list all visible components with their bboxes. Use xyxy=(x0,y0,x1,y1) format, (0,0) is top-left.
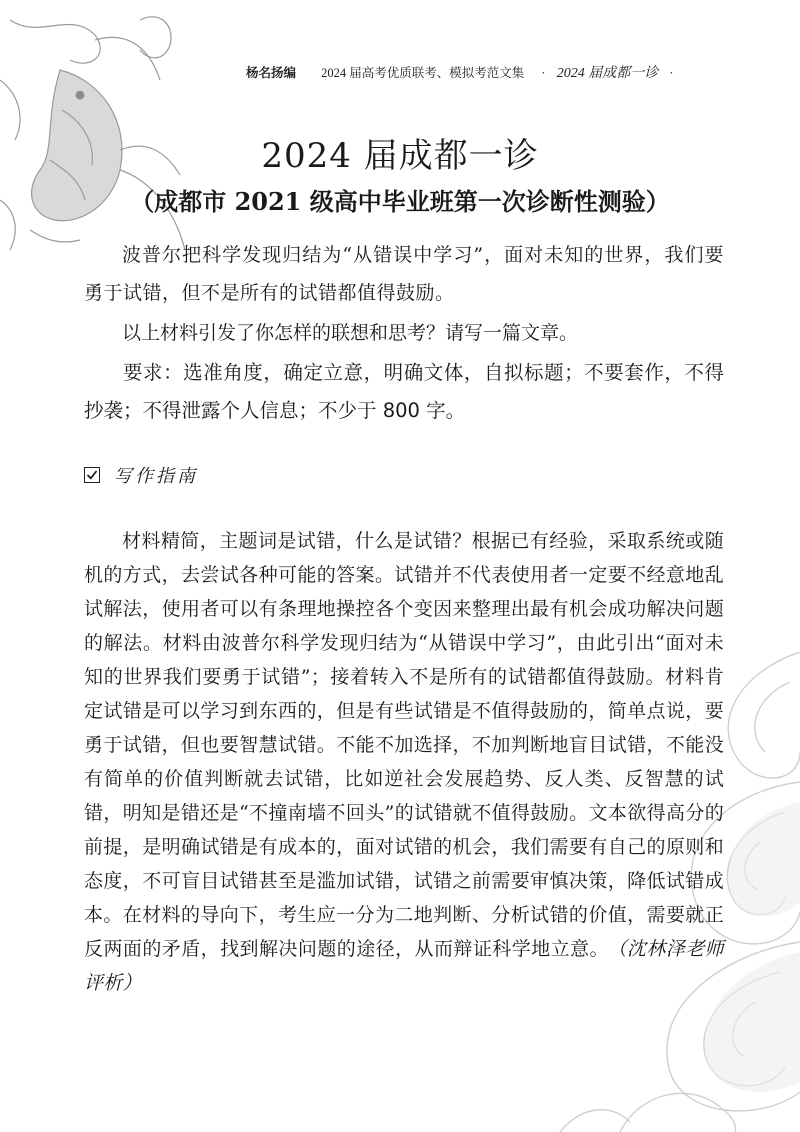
header-editor: 杨名扬编 xyxy=(246,66,297,80)
writing-guide-heading xyxy=(84,462,198,488)
analysis-text: 材料精简，主题词是试错，什么是试错？根据已有经验，采取系统或随机的方式，去尝试各种可能的答案。试错并不代表使用者一定要不经意地乱试解法，使用者可以有条理地操控各个变因来整理出最有机会成功解决问题的解法。材料由波普尔科学发现归结为“从错误中学习”，由此引出“面对未知的世界我们要勇于试错”；接着转入不是所有的试错都值得鼓励。材料肯定试错是可以学习到东西的，但是有些试错是不值得鼓励的，简单点说，要勇于试错，但也要智慧试错。不能不加选择，不加判断地盲目试错，不能没有简单的价值判断就去试错，比如逆社会发展趋势、反人类、反智慧的试错，明知是错还是“不撞南墙不回头”的试错就不值得鼓励。文本欲得高分的前提，是明确试错是有成本的，面对试错的机会，我们需要有自己的原则和态度，不可盲目试错甚至是滥加试错，试错之前需要审慎决策，降低试错成本。在材料的导向下，考生应一分为二地判断、分析试错的价值，需要就正反两面的矛盾，找到解决问题的途径，从而辩证科学地立意。 xyxy=(84,530,724,960)
header-exam: 2024 届成都一诊 xyxy=(556,66,659,81)
header-series: 2024 届高考优质联考、模拟考范文集 xyxy=(321,66,525,80)
page-subtitle: （成都市 2021 级高中毕业班第一次诊断性测验） xyxy=(130,187,670,216)
running-header xyxy=(246,62,766,82)
header-trailing-dot: · xyxy=(669,66,674,80)
page-title: 2024 届成都一诊 xyxy=(261,136,539,176)
prompt-question: 以上材料引发了你怎样的联想和思考？请写一篇文章。 xyxy=(122,322,579,344)
checkbox-icon xyxy=(84,467,100,483)
writing-guide-label: 写作指南 xyxy=(114,466,198,487)
analysis-paragraph xyxy=(84,524,724,1000)
header-separator: · xyxy=(541,66,546,80)
prompt-material: 波普尔把科学发现归结为“从错误中学习”，面对未知的世界，我们要勇于试错，但不是所有的试错都值得鼓励。 xyxy=(84,244,724,304)
prompt-requirements: 要求：选准角度，确定立意，明确文体，自拟标题；不要套作，不得抄袭；不得泄露个人信息；不少于 800 字。 xyxy=(84,361,724,422)
analysis-credit: （沈林泽老师评析） xyxy=(84,938,724,994)
